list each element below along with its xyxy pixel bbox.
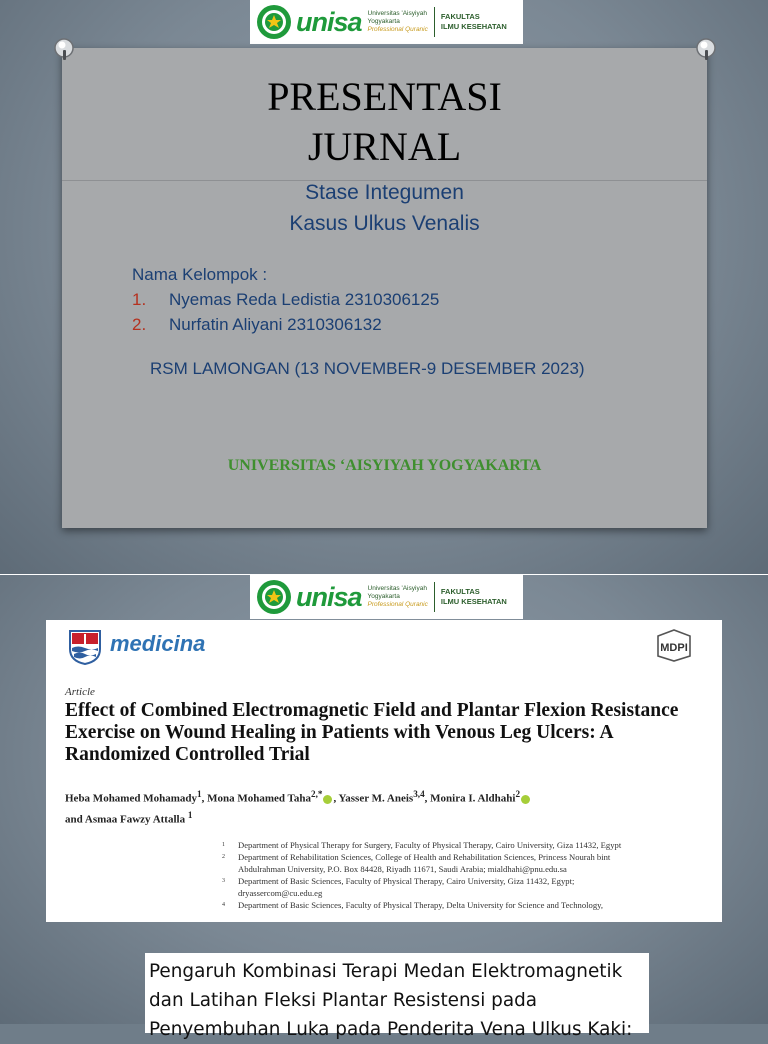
affiliation-row [222,875,712,887]
presentation-title [62,72,707,172]
article-title: Effect of Combined Electromagnetic Field and Plantar Flexion Resistance Exercise on Wound Healing in Patients with Venous Leg Ulcers: A Randomized Controlled Trial [65,700,679,765]
affiliation-list [222,839,712,911]
location-period: RSM LAMONGAN (13 NOVEMBER-9 DESEMBER 2023) [150,359,585,378]
title-line-2: JURNAL [307,124,462,169]
affiliation-text: Department of Physical Therapy for Surgery, Faculty of Physical Therapy, Cairo University, Giza 11432, Egypt [238,840,622,850]
author-separator: , [201,792,208,805]
university-tagline: Professional Quranic [367,26,428,33]
member-name: Nyemas Reda Ledistia 2310306125 [169,290,440,309]
mdpi-text: MDPI [660,642,688,654]
orcid-icon[interactable] [521,795,530,804]
medicina-shield-icon [68,629,102,665]
unisa-wordmark: unisa [296,6,362,37]
affiliation-row [222,839,712,851]
faculty-line-2: ILMU KESEHATAN [440,22,507,31]
affiliation-row [222,899,712,911]
subtitle-line-2: Kasus Ulkus Venalis [289,212,480,235]
pushpin-icon [50,34,78,62]
university-name: UNIVERSITAS ‘AISYIYAH YOGYAKARTA [227,457,542,474]
faculty-line-1: FAKULTAS [440,12,480,21]
author-name: Heba Mohamed Mohamady [65,792,197,805]
affiliation-text: Abdulrahman University, P.O. Box 84428, Riyadh 11671, Saudi Arabia; mialdhahi@pnu.edu.sa [238,864,567,874]
faculty-name-block [441,587,507,607]
affiliation-number [222,863,238,875]
author-name: and Asmaa Fawzy Attalla [65,813,186,826]
author-affil: 2 [515,789,521,799]
journal-screenshot [46,620,722,922]
affiliation-text: Department of Basic Sciences, Faculty of Physical Therapy, Cairo University, Giza 11432, Egypt; [238,876,575,886]
university-line-1: Universitas 'Aisyiyah [367,10,427,17]
university-tagline: Professional Quranic [367,601,428,608]
member-name: Nurfatin Aliyani 2310306132 [169,315,382,334]
affiliation-number [222,887,238,899]
pushpin-icon [692,34,720,62]
author-affil: 2,* [311,789,323,799]
author-name: Monira I. Aldhahi [430,792,516,805]
translation-line-3: Penyembuhan Luka pada Penderita Vena Ulkus Kaki: [149,1019,633,1040]
university-line-2: Yogyakarta [367,593,400,600]
journal-name: medicina [110,631,206,656]
author-affil: 1 [197,789,202,799]
translation-line-2: dan Latihan Fleksi Plantar Resistensi pada [149,990,538,1011]
affiliation-row [222,887,712,899]
member-number: 2. [132,315,147,334]
affiliation-number: 2 [222,854,225,860]
translation-text-box [145,953,649,1040]
affiliation-number: 1 [222,842,225,848]
affiliation-number: 3 [222,878,225,884]
member-number: 1. [132,290,147,309]
title-line-1: PRESENTASI [267,74,502,119]
university-name-block [368,10,428,34]
affiliation-text: Department of Basic Sciences, Faculty of Physical Therapy, Delta University for Science and Technology, [238,900,604,910]
university-line-1: Universitas 'Aisyiyah [367,585,427,592]
affiliation-number: 4 [222,902,225,908]
logo-divider [434,582,435,612]
subtitle-line-1: Stase Integumen [305,181,464,204]
faculty-name-block [441,12,507,32]
author-affil: 3,4 [413,789,425,799]
author-separator: , [424,792,431,805]
affiliation-text: Department of Rehabilitation Sciences, College of Health and Rehabilitation Sciences, Princess Nourah bint [238,852,611,862]
unisa-logo-banner [250,0,523,44]
university-line-2: Yogyakarta [367,18,400,25]
faculty-line-2: ILMU KESEHATAN [440,597,507,606]
translation-line-1: Pengaruh Kombinasi Terapi Medan Elektromagnetik [149,961,623,982]
author-separator: , [333,792,339,805]
affiliation-text: dryassercom@cu.edu.eg [238,888,323,898]
affiliation-row [222,863,712,875]
affiliation-row [222,851,712,863]
author-name: Mona Mohamed Taha [207,792,311,805]
logo-divider [434,7,435,37]
author-affil: 1 [187,809,193,820]
title-card [62,48,707,528]
faculty-line-1: FAKULTAS [440,587,480,596]
unisa-emblem-icon [256,579,292,615]
article-type: Article [65,686,95,698]
author-name: Yasser M. Aneis [338,792,414,805]
mdpi-logo-icon [648,628,700,662]
slide-2 [0,575,768,1040]
unisa-emblem-icon [256,4,292,40]
group-label: Nama Kelompok : [132,265,268,284]
orcid-icon[interactable] [323,795,332,804]
unisa-wordmark: unisa [296,581,362,612]
university-name-block [368,585,428,609]
member-item [132,315,382,335]
unisa-logo-banner [250,575,523,619]
author-list [65,786,705,827]
member-item [132,290,439,310]
